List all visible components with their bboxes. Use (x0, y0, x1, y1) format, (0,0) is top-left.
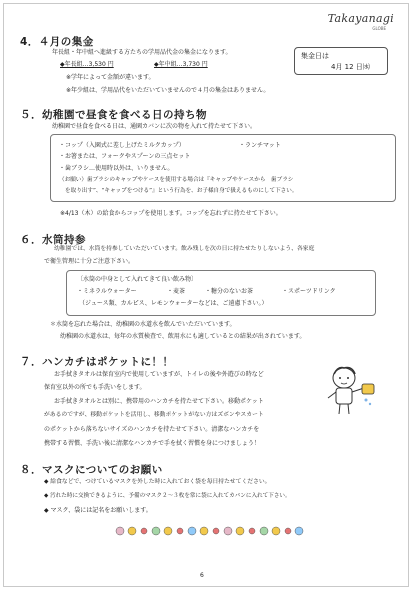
sec4-note1: ※学年によって金額が違います。 (66, 74, 155, 81)
sec6-line1: 幼稚園では、水筒を持参していただいています。飲み残しを次の日に持たせたりしないよう、各家庭 (54, 246, 315, 252)
drink-sugarless-tea: ・糖分のないお茶 (205, 288, 254, 295)
logo-subtitle: GLOBE (372, 26, 386, 31)
sec7-line3: お手拭きタオルとは別に、携帯用のハンカチを持たせて下さい。移動ポケット (54, 398, 264, 405)
sec4-nenchu-fee: ◆年中組…3,730 円 (154, 61, 208, 68)
sec8-line2: ◆ 汚れた時に交換できるように、予備のマスク２～３枚を常に袋に入れてカバンに入れて下さい。 (44, 493, 291, 499)
drink-mineral-water: ・ミネラルウォーター (77, 288, 137, 295)
sec7-line6: 携帯する習慣、手洗い後に清潔なハンカチで手を拭く習慣を身につけましょう！ (44, 440, 260, 447)
section-8-title: ８．マスクについてのお願い (20, 464, 163, 476)
section-6-title: ６．水筒持参 (20, 234, 86, 246)
sec5-item1: ・コップ（入園式に差し上げたミルクカップ） (59, 142, 185, 149)
document-page (3, 3, 409, 587)
sec7-line1: お手拭きタオルは保育室内で使用していますが、トイレの後や外遊びの時など (54, 371, 264, 378)
drink-barley-tea: ・麦茶 (167, 288, 186, 295)
logo: Takayanagi (327, 12, 394, 25)
sec6-note1: ＊水筒を忘れた場合は、幼稚園の水道水を飲んでいただいています。 (50, 321, 236, 328)
sec5-item1b: ・ランチマット (239, 142, 281, 149)
sec4-line1: 年長組・年中組へ進級する方たちの学用品代金の集金になります。 (52, 49, 232, 56)
section-7-title: ７．ハンカチはポケットに！！ (20, 356, 174, 368)
page-number: 6 (200, 572, 204, 579)
sec5-item5: を取り出す”、“キャップをつける”』という行為を、お子様自身で扱えるものにして下さい。 (65, 188, 298, 194)
sec4-note2: ※年少組は、学用品代をいただいていませんので４月の集金はありません。 (66, 87, 270, 94)
sec6-note2: 幼稚園の水道水は、毎年の水質検査で、飲用水にも適しているとの結果が出されています。 (60, 333, 306, 340)
section-4-title: 4．４月の集金 (20, 36, 94, 48)
collection-date-value: 4月 12 日㈬ (331, 63, 370, 71)
drinks-box-exclusions: （ジュース類、カルピス、レモンウォーターなどは、ご遠慮下さい。） (79, 300, 268, 307)
child-handwashing-illustration (322, 364, 382, 416)
decorative-figures-border (114, 524, 304, 538)
drinks-box-heading: 〔水筒の中身として入れてきて良い飲み物〕 (77, 276, 198, 283)
sec6-line2: で衛生管理に十分ご注意下さい。 (44, 258, 135, 265)
drinks-box (66, 270, 376, 316)
collection-date-box (294, 47, 388, 75)
sec5-note: ※4/13（木）の給食からコップを使用します。コップを忘れずに持たせて下さい。 (60, 210, 282, 217)
lunch-items-box (50, 134, 396, 202)
sec5-item2: ・お箸または、フォークやスプーンの三点セット (59, 153, 191, 160)
drink-sports-drink: ・スポーツドリンク (282, 288, 336, 295)
sec4-nencho-fee: ◆年長組…3,530 円 (60, 61, 114, 68)
sec5-item4: （お願い）歯ブラシのキャップやケースを使用する場合は『キャップやケースから 歯ブラシ (59, 177, 294, 183)
sec8-line1: ◆ 給食などで、つけているマスクを外した時に入れておく袋を毎日持たせてください。 (44, 479, 271, 485)
sec7-line4: があるのですが、移動ポケットを活用し、移動ポケットがない方はズボンやスカート (44, 412, 264, 418)
sec7-line5: のポケットから落ちないサイズのハンカチを持たせて下さい。清潔なハンカチを (44, 426, 260, 433)
collection-date-label: 集金日は (301, 52, 329, 60)
sec5-intro: 幼稚園で昼食を食べる日は、通園カバンに次の物を入れて持たせて下さい。 (52, 123, 257, 130)
section-5-title: ５．幼稚園で昼食を食べる日の持ち物 (20, 109, 207, 121)
sec5-item3: ・歯ブラシ…使用時以外は、いりません。 (59, 165, 174, 172)
sec8-line3: ◆ マスク、袋には記名をお願いします。 (44, 507, 152, 514)
sec7-line2: 保育室以外の所でも手洗いをします。 (44, 384, 146, 391)
